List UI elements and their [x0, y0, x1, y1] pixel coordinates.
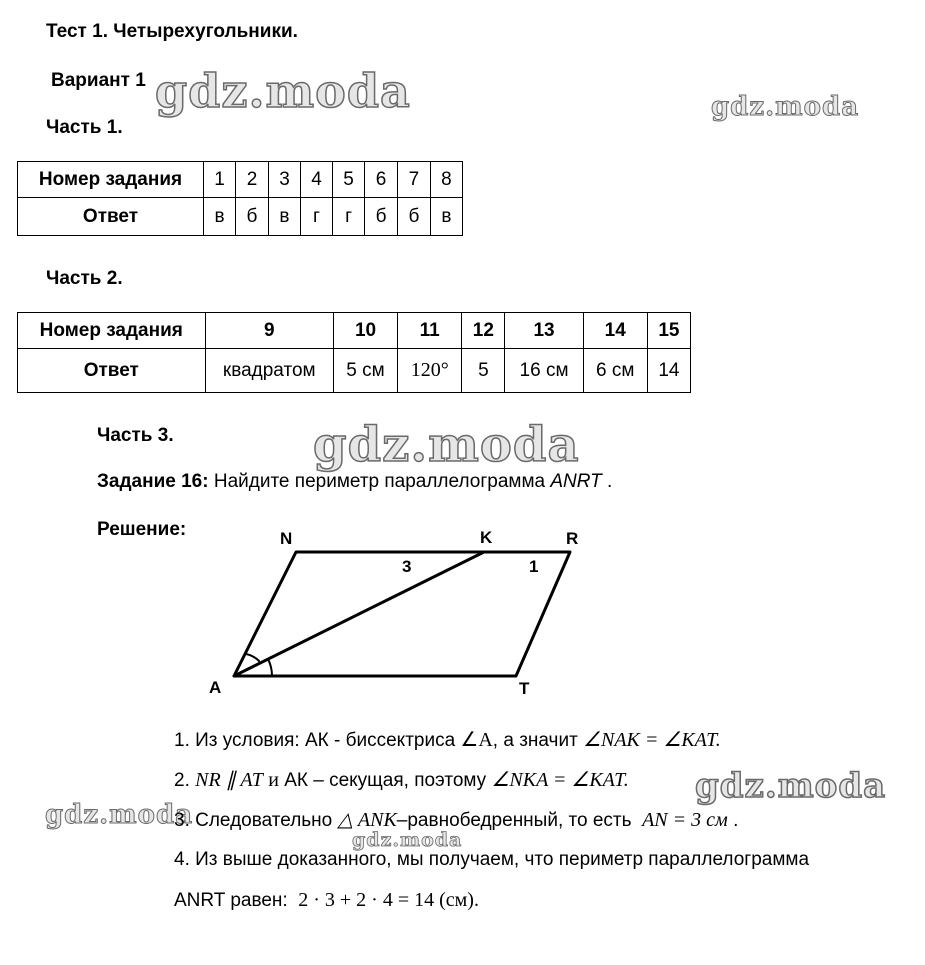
task-number: 15 [647, 313, 690, 349]
page-title: Тест 1. Четырехугольники. [46, 21, 298, 42]
step-1-text: 1. Из условия: АК - биссектриса [174, 730, 456, 751]
task-end: . [607, 471, 613, 492]
task-number: 7 [398, 162, 431, 198]
row-header-task: Номер задания [18, 162, 204, 198]
task-number: 12 [462, 313, 505, 349]
step-3-math-2: AN = 3 см [642, 809, 728, 831]
task-number: 8 [430, 162, 462, 198]
step-2-and: и [268, 769, 279, 791]
watermark: gdz.moda [45, 800, 194, 830]
row-header-task: Номер задания [18, 313, 206, 349]
watermark: gdz.moda [155, 64, 411, 118]
step-1-mid: , а значит [492, 730, 578, 751]
angle-arc-inner [268, 659, 272, 675]
task-number: 11 [398, 313, 462, 349]
answer-cell: б [398, 198, 431, 236]
step-3-end: . [733, 810, 739, 831]
watermark: gdz.moda [695, 766, 887, 806]
answer-cell: б [365, 198, 398, 236]
watermark: gdz.moda [352, 829, 463, 851]
answer-cell: в [268, 198, 300, 236]
answer-cell: 14 [647, 349, 690, 393]
task-number: 6 [365, 162, 398, 198]
answer-cell: г [333, 198, 365, 236]
task-number: 4 [301, 162, 333, 198]
task-number: 1 [204, 162, 236, 198]
row-header-answer: Ответ [18, 198, 204, 236]
solution-label: Решение: [97, 519, 187, 540]
watermark: gdz.moda [711, 92, 860, 122]
answer-cell: в [430, 198, 462, 236]
solution-step-2 [174, 767, 629, 792]
vertex-a-label: A [209, 678, 222, 697]
step-4-prefix: ANRT равен: [174, 890, 288, 911]
solution-step-1 [174, 727, 721, 752]
step-2-text: АК – секущая, поэтому [284, 770, 487, 791]
answer-cell: 5 [462, 349, 505, 393]
task-label: Задание 16: [97, 471, 209, 492]
answer-cell: б [236, 198, 269, 236]
solution-step-4-line-1: 4. Из выше доказанного, мы получаем, что периметр параллелограмма [174, 849, 810, 870]
answer-cell: квадратом [205, 349, 333, 393]
task-number: 13 [505, 313, 583, 349]
step-2-math-1: NR ∥ AT [195, 769, 263, 791]
answer-cell: 6 см [583, 349, 647, 393]
variant-label: Вариант 1 [51, 70, 146, 91]
segment-nk-label: 3 [402, 557, 412, 576]
solution-step-4-line-2 [174, 889, 479, 912]
step-1-angle: ∠A [460, 729, 493, 751]
angle-arc-outer [246, 654, 259, 661]
answer-cell: г [301, 198, 333, 236]
task-number: 14 [583, 313, 647, 349]
bisector-ak [234, 552, 484, 676]
task-var: ANRT [550, 471, 602, 492]
segment-kr-label: 1 [529, 557, 539, 576]
task-text: Найдите периметр параллелограмма [213, 471, 546, 492]
vertex-k-label: K [480, 528, 493, 547]
row-header-answer: Ответ [18, 349, 206, 393]
watermark: gdz.moda [313, 417, 580, 473]
part1-label: Часть 1. [46, 117, 123, 138]
vertex-r-label: R [566, 529, 579, 548]
task-number: 10 [333, 313, 397, 349]
step-3-text: 3. Следовательно [174, 810, 333, 831]
step-3-mid: –равнобедренный, то есть [396, 810, 632, 831]
task-number: 2 [236, 162, 269, 198]
step-4-math: 2 · 3 + 2 · 4 = 14 (см). [298, 889, 479, 911]
answer-cell: 16 см [505, 349, 583, 393]
step-3-math: △ ANK [337, 809, 397, 831]
task-number: 5 [333, 162, 365, 198]
part3-label: Часть 3. [97, 425, 174, 446]
answer-cell: 5 см [333, 349, 397, 393]
answer-cell: 120° [398, 349, 462, 393]
vertex-t-label: T [519, 679, 530, 698]
step-2-math-2: ∠NKA = ∠KAT. [491, 769, 629, 791]
vertex-n-label: N [280, 529, 293, 548]
task-number: 9 [205, 313, 333, 349]
task-number: 3 [268, 162, 300, 198]
part2-label: Часть 2. [46, 268, 123, 289]
step-2-num: 2. [174, 770, 190, 791]
answer-cell: в [204, 198, 236, 236]
step-1-math: ∠NAK = ∠KAT. [583, 729, 721, 751]
